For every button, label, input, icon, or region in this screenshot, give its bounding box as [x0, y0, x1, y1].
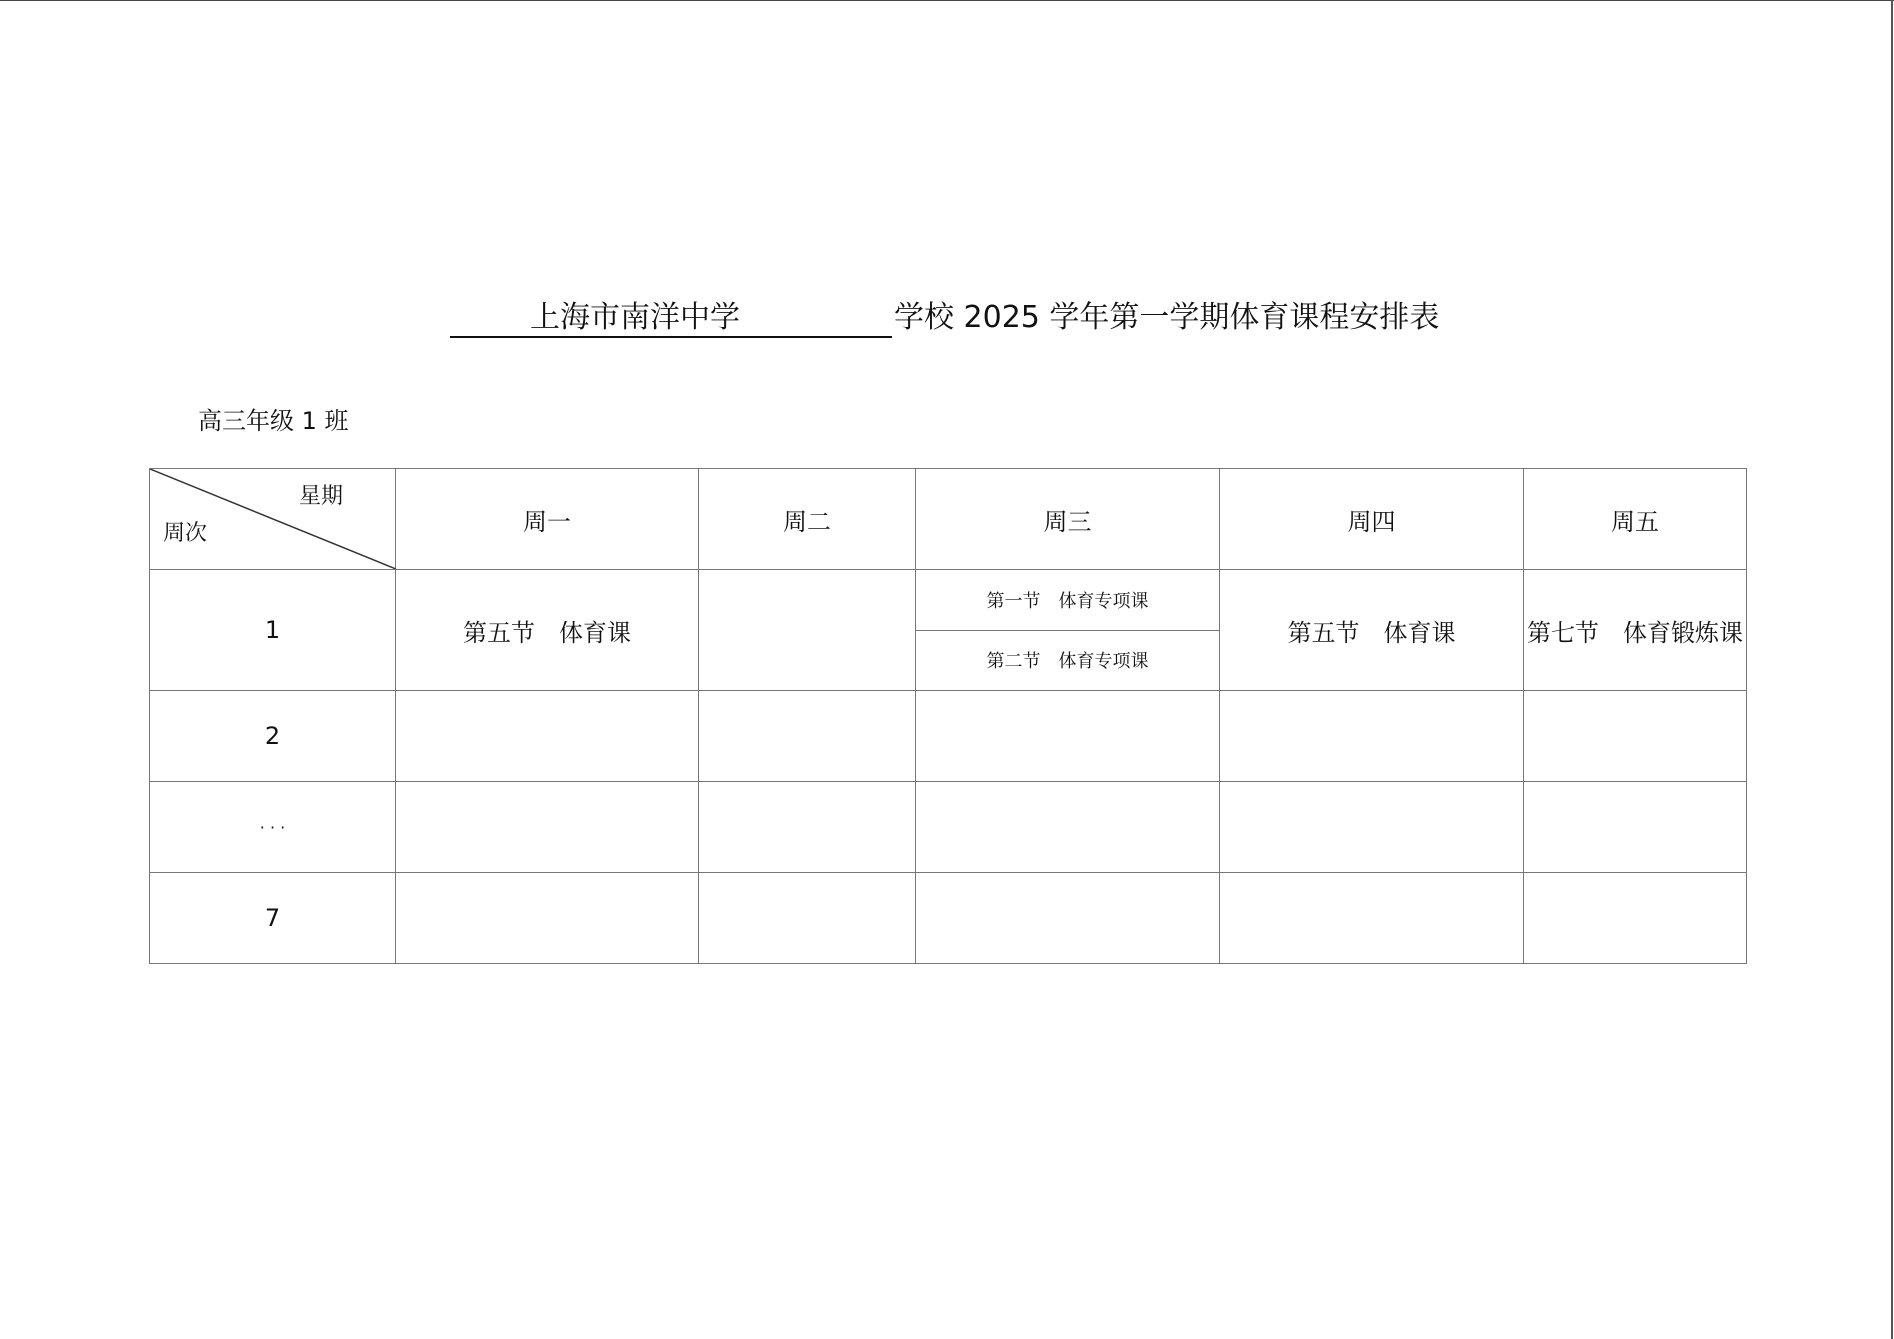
empty-cell — [396, 782, 699, 873]
empty-cell — [1220, 873, 1524, 964]
weekday-axis-label: 星期 — [298, 484, 343, 509]
table-row — [150, 570, 1747, 691]
empty-cell — [1220, 782, 1524, 873]
pe-schedule-table — [149, 468, 1747, 964]
class-label: 高三年级 1 班 — [198, 407, 349, 435]
week-number-cell: 1 — [150, 570, 396, 691]
empty-cell — [1524, 873, 1747, 964]
lesson-cell-thursday: 第五节 体育课 — [1220, 570, 1524, 691]
empty-cell — [699, 873, 916, 964]
header-thursday: 周四 — [1220, 469, 1524, 570]
empty-cell — [396, 873, 699, 964]
lesson-cell-friday: 第七节 体育锻炼课 — [1524, 570, 1747, 691]
table-row — [150, 691, 1747, 782]
wednesday-lesson-2: 第二节 体育专项课 — [986, 651, 1149, 673]
page-top-edge — [0, 0, 1894, 1]
empty-cell — [916, 782, 1220, 873]
header-monday: 周一 — [396, 469, 699, 570]
empty-cell — [916, 691, 1220, 782]
empty-cell — [699, 782, 916, 873]
lesson-cell-wednesday — [916, 570, 1220, 691]
header-tuesday: 周二 — [699, 469, 916, 570]
title-text: 学校 2025 学年第一学期体育课程安排表 — [894, 300, 1440, 335]
header-friday: 周五 — [1524, 469, 1747, 570]
empty-cell — [1220, 691, 1524, 782]
week-ellipsis-cell: · · · — [150, 782, 396, 873]
page-right-edge — [1891, 0, 1893, 1339]
week-axis-label: 周次 — [163, 521, 208, 546]
empty-cell — [1524, 782, 1747, 873]
corner-header-cell — [150, 469, 396, 570]
lesson-cell-monday: 第五节 体育课 — [396, 570, 699, 691]
table-row — [150, 873, 1747, 964]
page-title — [450, 296, 1439, 338]
empty-cell — [396, 691, 699, 782]
empty-cell — [1524, 691, 1747, 782]
empty-cell — [916, 873, 1220, 964]
header-wednesday: 周三 — [916, 469, 1220, 570]
table-header-row — [150, 469, 1747, 570]
wednesday-lesson-1: 第一节 体育专项课 — [916, 570, 1219, 631]
table-row — [150, 782, 1747, 873]
wednesday-split-cell — [916, 570, 1219, 690]
week-number-cell: 2 — [150, 691, 396, 782]
school-name-blank: 上海市南洋中学 — [450, 298, 892, 338]
empty-cell — [699, 691, 916, 782]
week-number-cell: 7 — [150, 873, 396, 964]
lesson-cell-tuesday — [699, 570, 916, 691]
